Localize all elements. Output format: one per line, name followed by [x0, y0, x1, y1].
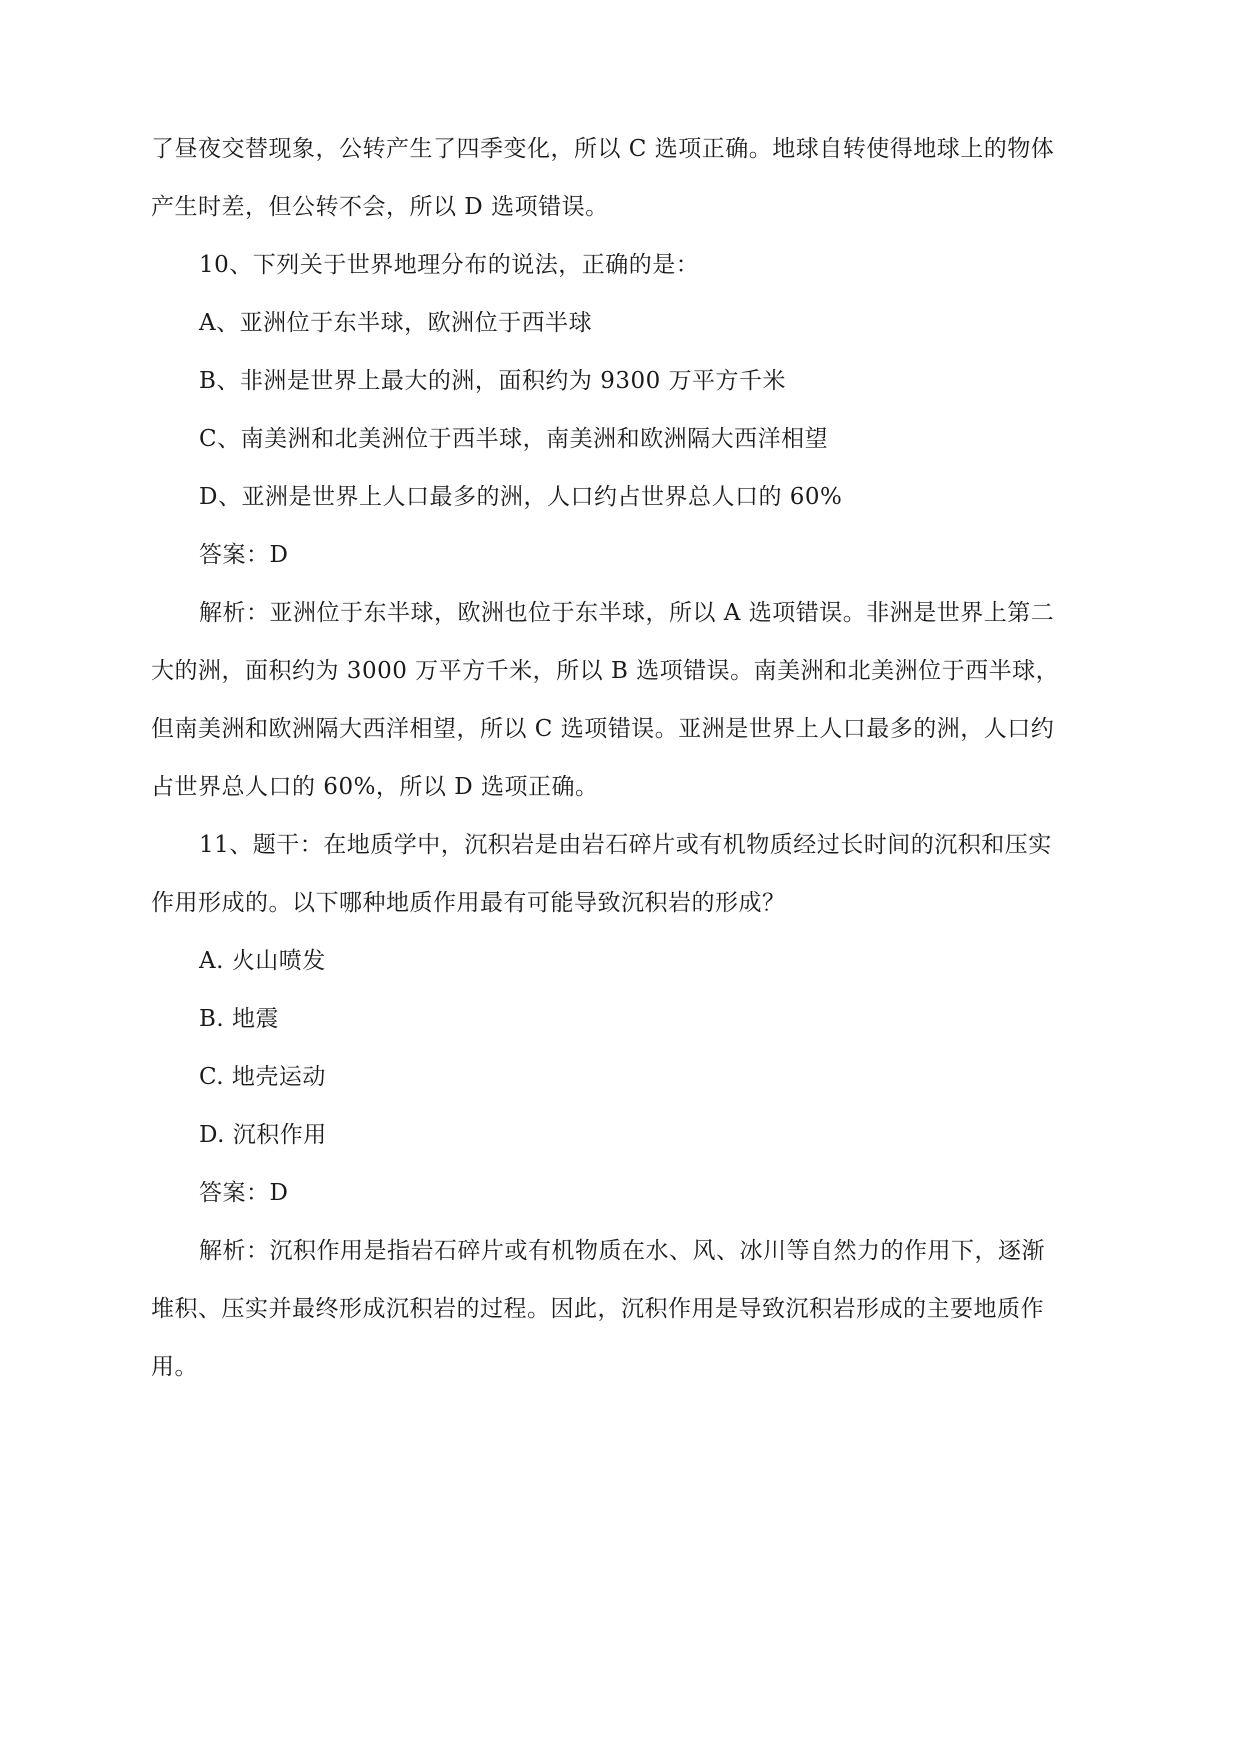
q11-answer: 答案：D	[199, 1180, 289, 1206]
q9-explanation-line-2: 了昼夜交替现象，公转产生了四季变化，所以 C 选项正确。地球自转使得地球上的物体	[151, 136, 1055, 162]
q11-stem-line-1: 11、题干：在地质学中，沉积岩是由岩石碎片或有机物质经过长时间的沉积和压实	[199, 832, 1052, 858]
q10-explanation-line-3: 但南美洲和欧洲隔大西洋相望，所以 C 选项错误。亚洲是世界上人口最多的洲，人口约	[151, 716, 1055, 742]
q11-option-b: B. 地震	[199, 1006, 280, 1032]
q10-answer: 答案：D	[199, 542, 289, 568]
q11-option-d: D. 沉积作用	[199, 1122, 327, 1148]
q11-explanation-line-1: 解析：沉积作用是指岩石碎片或有机物质在水、风、冰川等自然力的作用下，逐渐	[199, 1238, 1045, 1264]
q11-option-c: C. 地壳运动	[199, 1064, 326, 1090]
q11-option-a: A. 火山喷发	[199, 948, 326, 974]
q9-explanation-line-3: 产生时差，但公转不会，所以 D 选项错误。	[151, 194, 609, 220]
q11-explanation-line-3: 用。	[151, 1354, 198, 1380]
q10-question: 10、下列关于世界地理分布的说法，正确的是：	[199, 252, 700, 278]
q10-explanation-line-4: 占世界总人口的 60%，所以 D 选项正确。	[151, 774, 599, 800]
q10-explanation-line-1: 解析：亚洲位于东半球，欧洲也位于东半球，所以 A 选项错误。非洲是世界上第二	[199, 600, 1055, 626]
q10-option-a: A、亚洲位于东半球，欧洲位于西半球	[199, 310, 593, 336]
q11-explanation-line-2: 堆积、压实并最终形成沉积岩的过程。因此，沉积作用是导致沉积岩形成的主要地质作	[151, 1296, 1044, 1322]
q10-explanation-line-2: 大的洲，面积约为 3000 万平方千米，所以 B 选项错误。南美洲和北美洲位于西半球，	[151, 658, 1060, 684]
q10-option-d: D、亚洲是世界上人口最多的洲，人口约占世界总人口的 60%	[199, 484, 843, 510]
q10-option-c: C、南美洲和北美洲位于西半球，南美洲和欧洲隔大西洋相望	[199, 426, 829, 452]
q11-stem-line-2: 作用形成的。以下哪种地质作用最有可能导致沉积岩的形成？	[151, 890, 786, 916]
q10-option-b: B、非洲是世界上最大的洲，面积约为 9300 万平方千米	[199, 368, 787, 394]
